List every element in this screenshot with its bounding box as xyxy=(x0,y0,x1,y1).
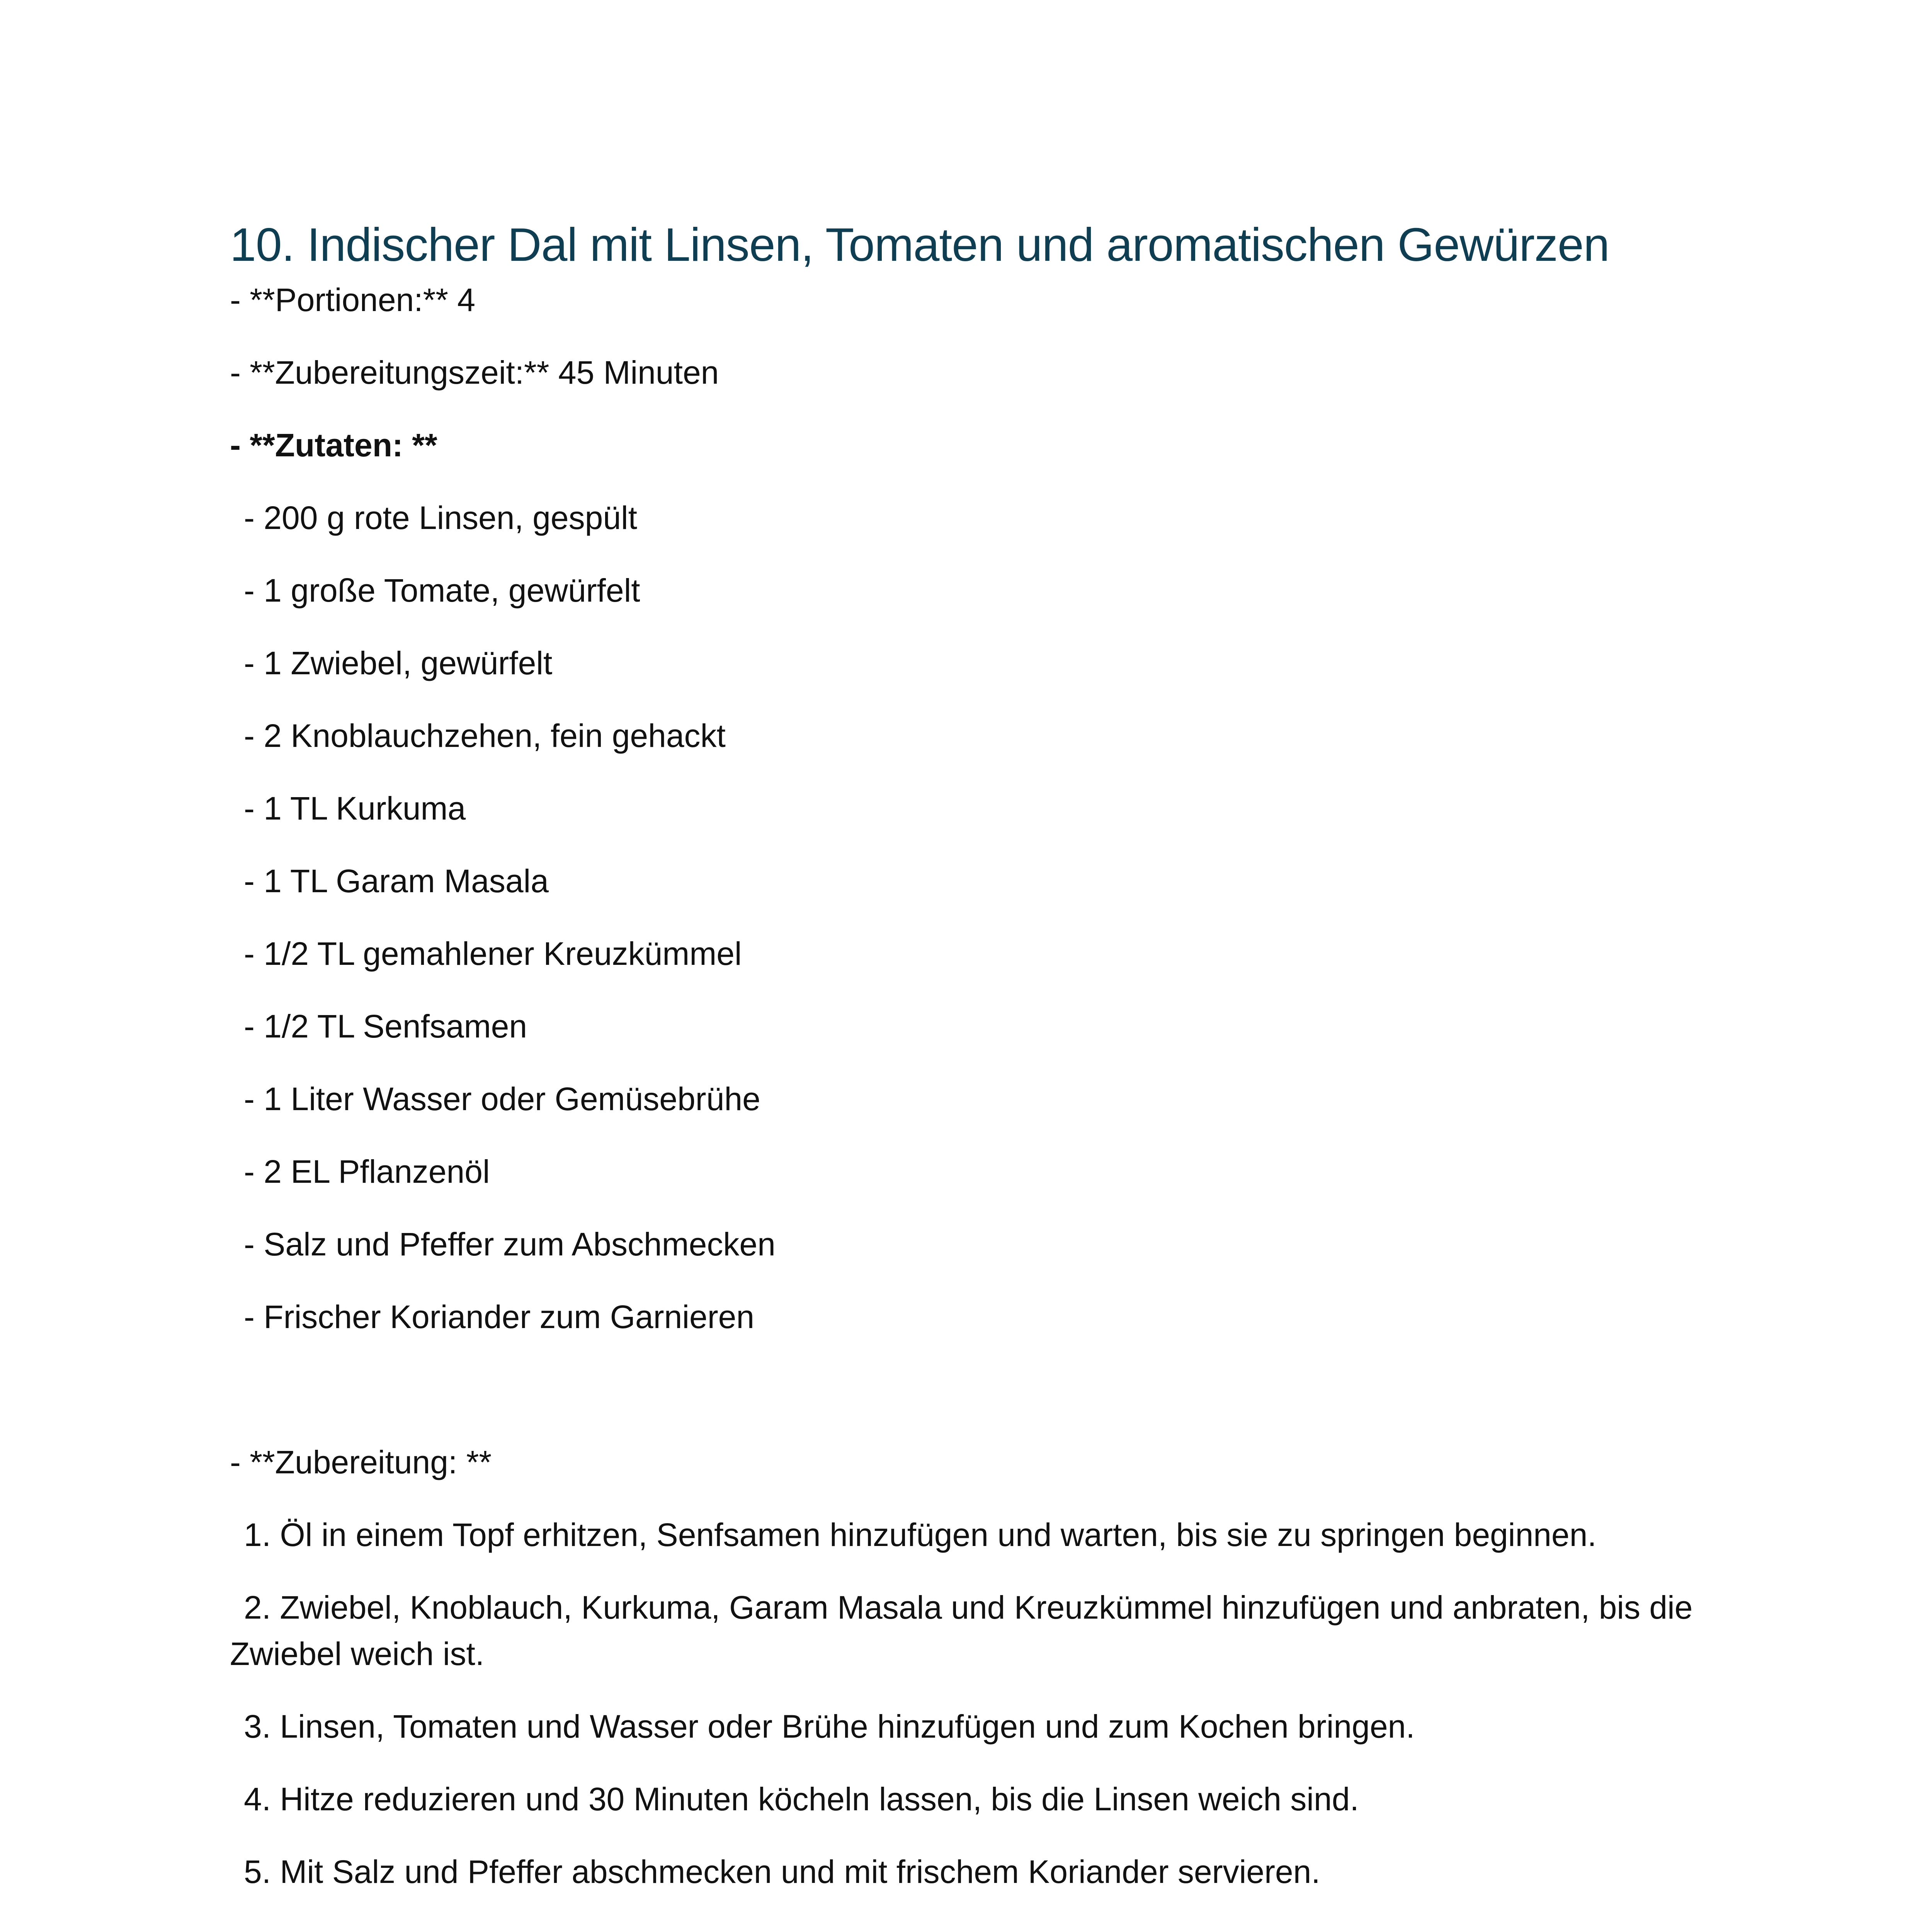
step-text: 2. Zwiebel, Knoblauch, Kurkuma, Garam Masala und Kreuzkümmel hinzufügen und anbraten, bis die Zwiebel weich ist. xyxy=(230,1589,1693,1672)
ingredient-item: - 1 Zwiebel, gewürfelt xyxy=(244,645,553,682)
step-text: 1. Öl in einem Topf erhitzen, Senfsamen hinzufügen und warten, bis sie zu springen beginnen. xyxy=(244,1517,1597,1553)
ingredients-heading: - **Zutaten: ** xyxy=(230,427,437,464)
step-text: 5. Mit Salz und Pfeffer abschmecken und mit frischem Koriander servieren. xyxy=(244,1854,1320,1890)
ingredient-item: - 1 TL Garam Masala xyxy=(244,863,549,900)
step-item xyxy=(230,1703,1698,1750)
step-text: 3. Linsen, Tomaten und Wasser oder Brühe hinzufügen und zum Kochen bringen. xyxy=(244,1708,1415,1745)
ingredient-item: - 1 Liter Wasser oder Gemüsebrühe xyxy=(244,1081,760,1117)
ingredient-item: - 1 große Tomate, gewürfelt xyxy=(244,572,640,609)
ingredient-item: - Frischer Koriander zum Garnieren xyxy=(244,1299,755,1335)
step-item xyxy=(230,1776,1698,1822)
prep-time-line: - **Zubereitungszeit:** 45 Minuten xyxy=(230,354,719,391)
ingredient-item: - 2 Knoblauchzehen, fein gehackt xyxy=(244,718,726,754)
ingredient-item: - 1/2 TL gemahlener Kreuzkümmel xyxy=(244,935,742,972)
recipe-content xyxy=(230,216,1698,1895)
portions-line: - **Portionen:** 4 xyxy=(230,282,476,318)
ingredient-item: - Salz und Pfeffer zum Abschmecken xyxy=(244,1226,776,1263)
ingredient-item: - 1/2 TL Senfsamen xyxy=(244,1008,527,1045)
ingredient-item: - 200 g rote Linsen, gespült xyxy=(244,500,638,536)
step-text: 4. Hitze reduzieren und 30 Minuten köcheln lassen, bis die Linsen weich sind. xyxy=(244,1781,1359,1818)
step-item xyxy=(230,1512,1698,1558)
section-spacer xyxy=(230,1340,1698,1413)
step-item xyxy=(230,1849,1698,1895)
step-item xyxy=(230,1584,1698,1677)
recipe-title: 10. Indischer Dal mit Linsen, Tomaten und aromatischen Gewürzen xyxy=(230,218,1609,271)
ingredients-list xyxy=(230,495,1698,1340)
preparation-heading: - **Zubereitung: ** xyxy=(230,1444,492,1481)
preparation-steps xyxy=(230,1512,1698,1895)
ingredient-item: - 1 TL Kurkuma xyxy=(244,790,466,827)
ingredient-item: - 2 EL Pflanzenöl xyxy=(244,1153,490,1190)
